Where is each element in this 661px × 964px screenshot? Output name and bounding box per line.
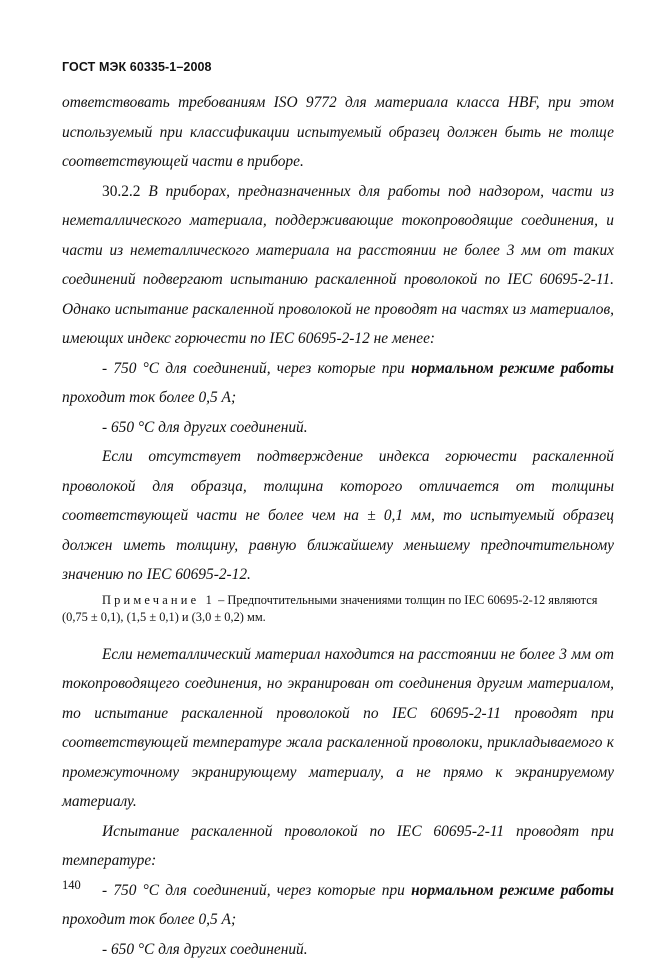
list-item-text: - 750 °С для соединений, через которые при <box>102 882 411 899</box>
list-item-750 <box>62 354 614 413</box>
list-item-650-second: - 650 °С для других соединений. <box>62 935 614 964</box>
term-normal-operation: нормальном режиме работы <box>411 360 614 377</box>
document-body <box>62 88 614 964</box>
list-item-text: - 750 °С для соединений, через которые при <box>102 360 411 377</box>
list-item-text-end: проходит ток более 0,5 А; <box>62 389 236 406</box>
list-item-text-end: проходит ток более 0,5 А; <box>62 911 236 928</box>
page-number: 140 <box>62 878 81 893</box>
list-item-750-second <box>62 876 614 935</box>
paragraph-test-temperature: Испытание раскаленной проволокой по IEC 60695-2-11 проводят при температуре: <box>62 817 614 876</box>
note-text: – Предпочтительными значениями толщин по IEC 60695-2-12 являются (0,75 ± 0,1), (1,5 ± 0,1) и (3,0 ± 0,2) мм. <box>62 593 597 624</box>
paragraph-flammability: Если отсутствует подтверждение индекса горючести раскаленной проволокой для образца, толщина которого отличается от толщины соответствующей части не более чем на ± 0,1 мм, то испытуемый образец должен иметь толщину, равную ближайшему меньшему предпочтительному значению по IEC 60695-2-12. <box>62 442 614 590</box>
paragraph-30-2-2 <box>62 177 614 354</box>
term-normal-operation: нормальном режиме работы <box>411 882 614 899</box>
list-item-650: - 650 °С для других соединений. <box>62 413 614 443</box>
paragraph-shielded: Если неметаллический материал находится на расстоянии не более 3 мм от токопроводящего соединения, но экранирован от соединения другим материалом, то испытание раскаленной проволокой по IEC 60695-2-11 проводят при соответствующей температуре жала раскаленной проволоки, прикладываемого к промежуточному экранирующему материалу, а не прямо к экранируемому материалу. <box>62 640 614 817</box>
document-header: ГОСТ МЭК 60335-1–2008 <box>62 60 212 74</box>
note-label: Примечание 1 <box>102 593 215 607</box>
paragraph-continuation: ответствовать требованиям ISO 9772 для материала класса HBF, при этом используемый при классификации испытуемый образец должен быть не толще соответствующей части в приборе. <box>62 88 614 177</box>
clause-number: 30.2.2 <box>102 183 140 200</box>
clause-text: В приборах, предназначенных для работы под надзором, части из неметаллического материала, поддерживающие токопроводящие соединения, и части из неметаллического материала на расстоянии не более 3 мм от таких соединений подвергают испытанию раскаленной проволокой по IEC 60695-2-11. Однако испытание раскаленной проволокой не проводят на частях из материалов, имеющих индекс горючести по IEC 60695-2-12 не менее: <box>62 183 614 348</box>
note-1 <box>62 592 614 626</box>
